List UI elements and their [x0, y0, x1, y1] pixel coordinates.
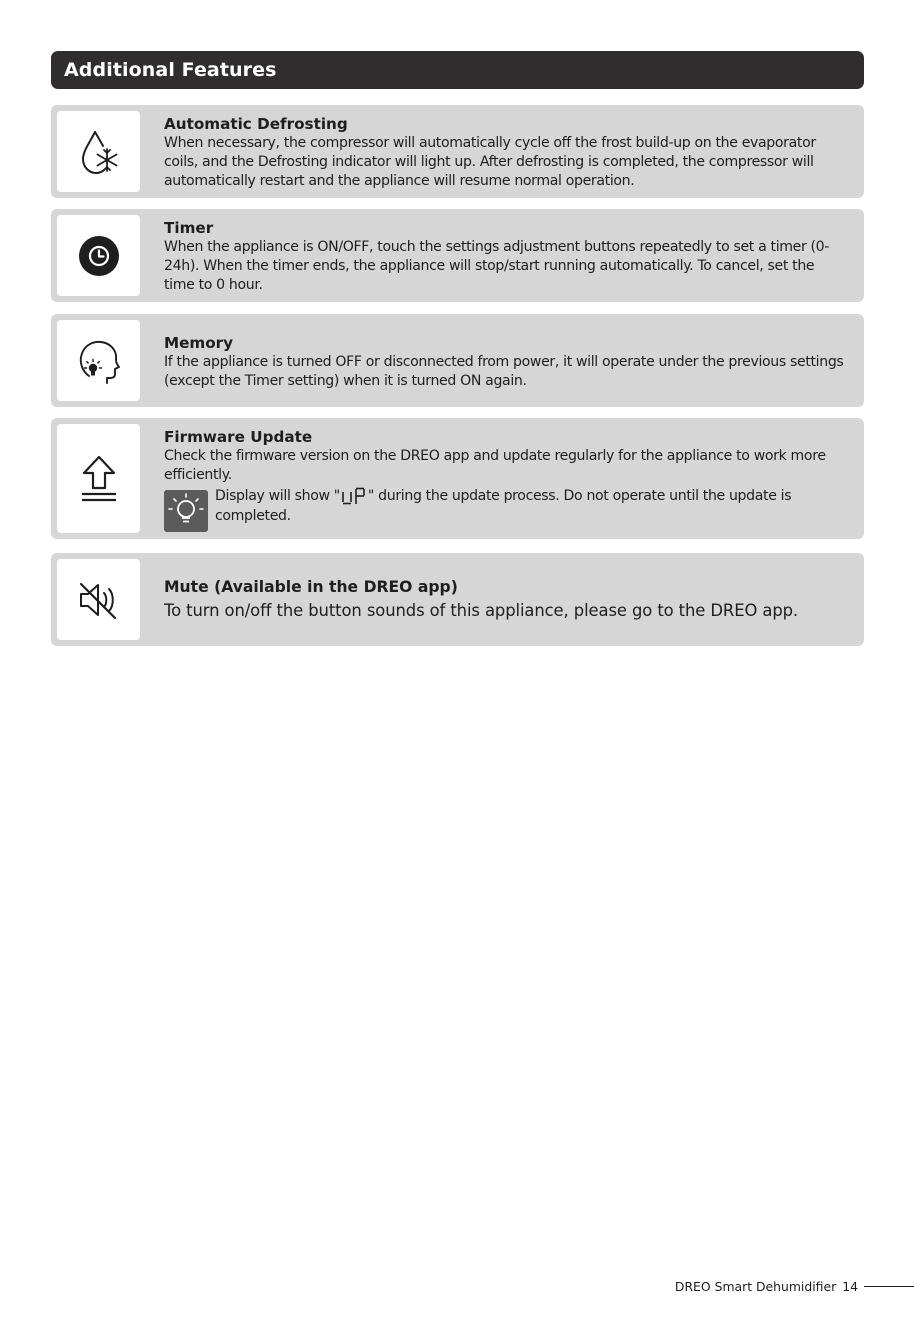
tip-text-after: " during the update process. Do not operate until the update is completed. [215, 488, 792, 524]
feature-description: Check the firmware version on the DREO app and update regularly for the appliance to work more efficiently. [164, 448, 826, 484]
feature-description: To turn on/off the button sounds of this appliance, please go to the DREO app. [164, 601, 799, 620]
feature-text [164, 218, 846, 296]
footer-rule [864, 1286, 914, 1287]
feature-text [164, 577, 846, 623]
feature-title: Mute (Available in the DREO app) [164, 578, 458, 596]
defrost-icon [77, 127, 121, 177]
feature-card-timer [51, 209, 864, 302]
feature-description: When the appliance is ON/OFF, touch the settings adjustment buttons repeatedly to set a timer (0-24h). When the timer ends, the appliance will stop/start running automatically. To cancel, set the time to 0 hour. [164, 239, 830, 294]
mute-icon [77, 578, 121, 622]
icon-box [57, 320, 140, 401]
icon-box [57, 559, 140, 640]
icon-box [57, 111, 140, 192]
section-title: Additional Features [64, 59, 277, 81]
feature-card-firmware-update [51, 418, 864, 539]
feature-text [164, 114, 846, 192]
feature-card-defrosting [51, 105, 864, 198]
seven-segment-up-display [341, 487, 367, 505]
page-number: 14 [842, 1279, 858, 1294]
feature-title: Timer [164, 219, 214, 237]
timer-icon [77, 234, 121, 278]
firmware-update-icon [79, 454, 119, 504]
lightbulb-icon [164, 490, 208, 532]
tip-text-before: Display will show " [215, 488, 340, 505]
feature-card-memory [51, 314, 864, 407]
feature-text [164, 427, 846, 529]
feature-text [164, 333, 846, 391]
tip-note [164, 487, 846, 529]
page-footer [675, 1279, 914, 1294]
feature-title: Memory [164, 334, 234, 352]
feature-description: When necessary, the compressor will automatically cycle off the frost build-up on the evaporator coils, and the Defrosting indicator will light up. After defrosting is completed, the compressor will automatically restart and the appliance will resume normal operation. [164, 135, 816, 190]
footer-product-name: DREO Smart Dehumidifier [674, 1279, 837, 1294]
tip-text [215, 487, 846, 525]
section-header [51, 51, 864, 89]
memory-icon [76, 336, 122, 386]
feature-title: Firmware Update [164, 428, 313, 446]
feature-title: Automatic Defrosting [164, 115, 348, 133]
icon-box [57, 424, 140, 533]
icon-box [57, 215, 140, 296]
feature-description: If the appliance is turned OFF or disconnected from power, it will operate under the previous settings (except the Timer setting) when it is turned ON again. [164, 354, 844, 390]
feature-card-mute [51, 553, 864, 646]
